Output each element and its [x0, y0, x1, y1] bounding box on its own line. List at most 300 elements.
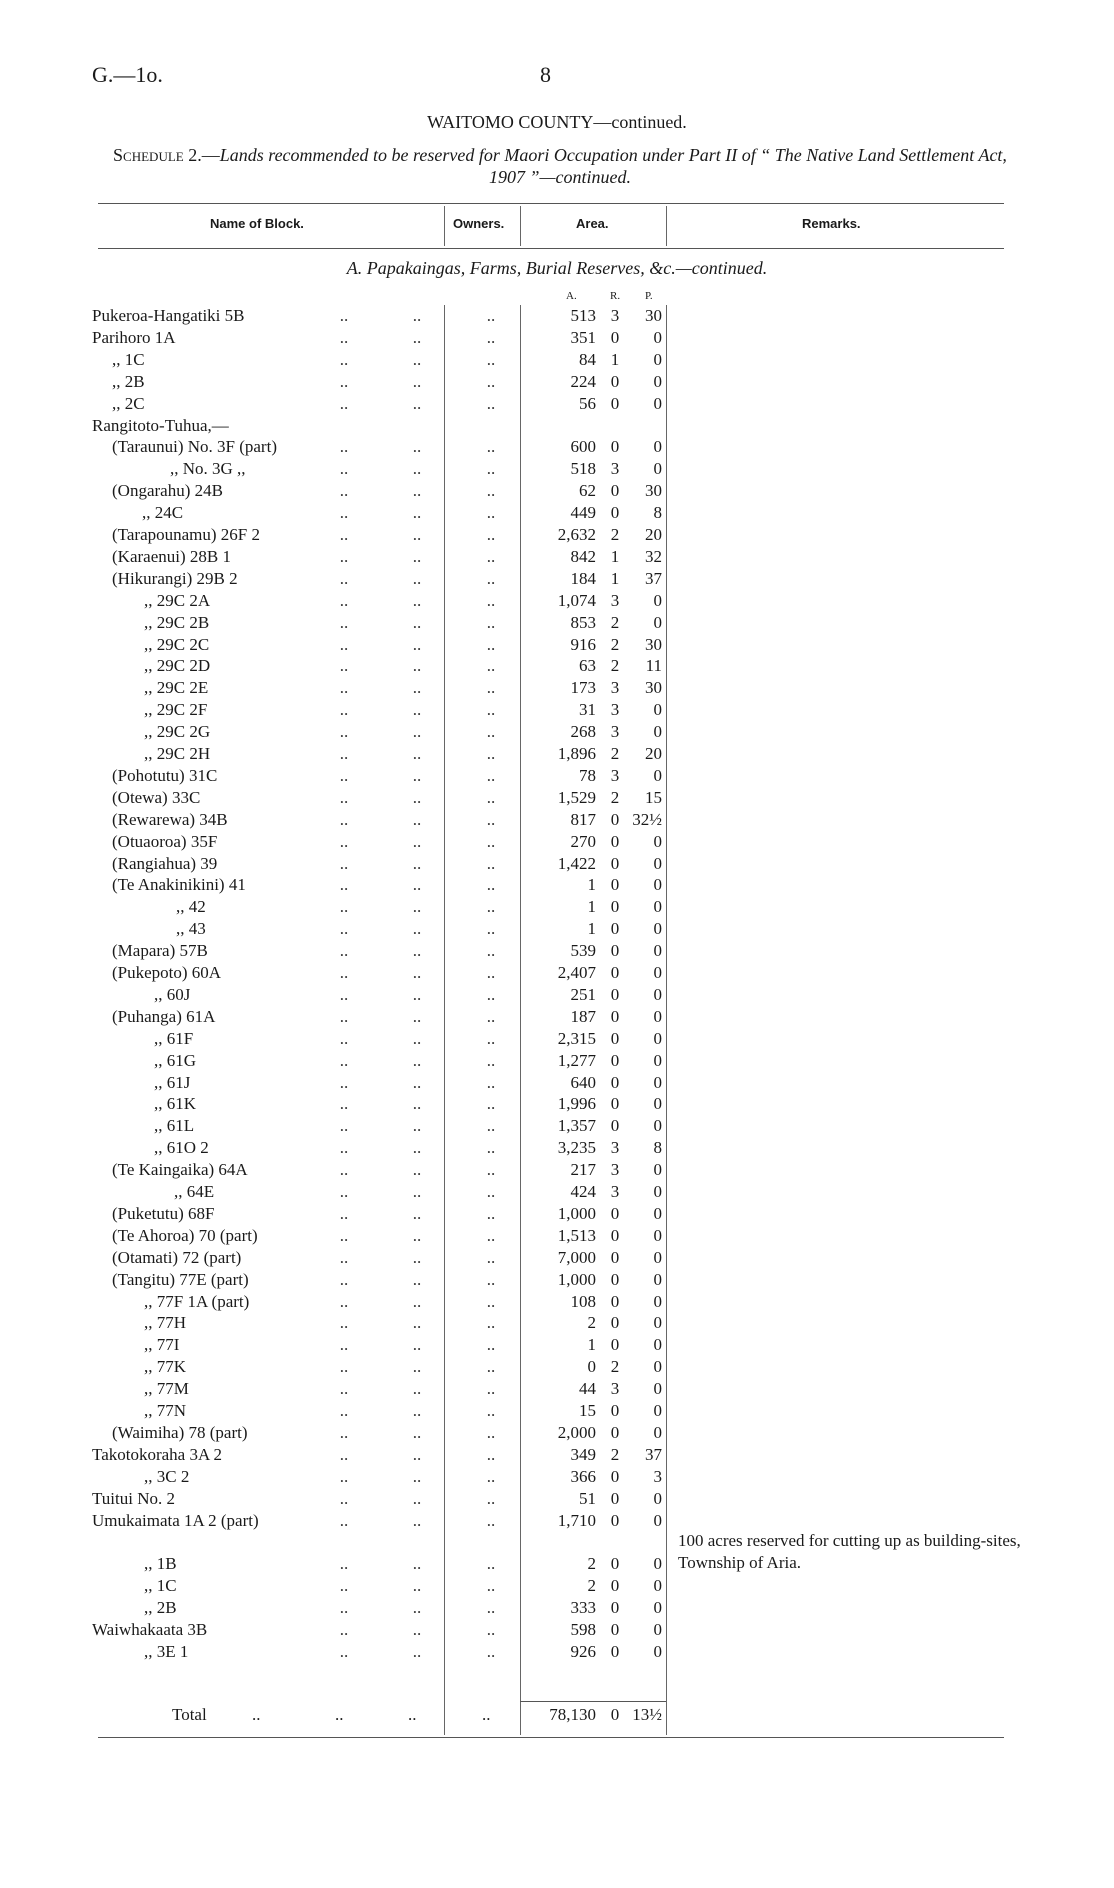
- table-row: [0, 546, 1114, 568]
- leader-dots: ..: [486, 1050, 496, 1070]
- area-perches: 0: [653, 1072, 662, 1092]
- block-name: ,, 29C 2H: [144, 744, 211, 763]
- area-perches: 0: [653, 1291, 662, 1311]
- leader-dots: ..: [412, 809, 422, 829]
- area-perches: 0: [653, 349, 662, 369]
- leader-dots: ..: [486, 437, 496, 457]
- leader-dots: ..: [339, 1028, 349, 1048]
- area-acres: 333: [570, 1598, 596, 1618]
- leader-dots: ..: [412, 1488, 422, 1508]
- leader-dots: ..: [486, 984, 496, 1004]
- area-acres: 44: [579, 1379, 596, 1399]
- leader-dots: ..: [412, 1072, 422, 1092]
- area-acres: 1: [587, 897, 596, 917]
- block-name: (Otewa) 33C: [112, 787, 201, 807]
- area-acres: 366: [570, 1466, 596, 1486]
- total-label: Total: [172, 1705, 207, 1724]
- area-acres: 1,074: [557, 590, 596, 610]
- leader-dots: ..: [339, 568, 349, 588]
- col-rule-remarks-left: [666, 206, 667, 246]
- leader-dots: ..: [486, 1422, 496, 1442]
- leader-dots: ..: [486, 612, 496, 632]
- leader-dots: ..: [412, 1050, 422, 1070]
- leader-dots: ..: [486, 306, 496, 325]
- leader-dots: ..: [339, 1379, 349, 1399]
- leader-dots: ..: [412, 1620, 422, 1639]
- area-roods: 1: [610, 546, 620, 566]
- leader-dots: ..: [486, 831, 496, 851]
- area-perches: 0: [653, 393, 662, 413]
- leader-dots: ..: [486, 787, 496, 807]
- leader-dots: ..: [486, 1510, 496, 1530]
- leader-dots: ..: [339, 1160, 349, 1180]
- area-roods: 0: [610, 1620, 620, 1639]
- leader-dots: ..: [486, 1225, 496, 1245]
- area-perches: 30: [645, 481, 662, 501]
- block-name: ,, 77I: [144, 1335, 180, 1355]
- leader-dots: ..: [339, 1225, 349, 1245]
- block-name: ,, 1C: [112, 349, 145, 369]
- area-perches: 15: [645, 787, 662, 807]
- table-row: [0, 1312, 1114, 1334]
- block-name: ,, 29C 2C: [144, 634, 210, 654]
- table-row: [0, 1181, 1114, 1203]
- leader-dots: ..: [339, 941, 349, 961]
- area-perches: 0: [653, 1422, 662, 1442]
- table-row: [0, 1203, 1114, 1225]
- block-name: ,, 29C 2E: [144, 678, 209, 698]
- area-perches: 0: [653, 1357, 662, 1377]
- area-roods: 0: [610, 853, 620, 873]
- block-name: ,, 61O 2: [154, 1138, 209, 1158]
- leader-dots: ..: [486, 1094, 496, 1114]
- area-acres: 187: [570, 1006, 596, 1026]
- area-perches: 0: [653, 1379, 662, 1399]
- leader-dots: ..: [339, 1598, 349, 1618]
- area-acres: 600: [570, 437, 596, 457]
- area-acres: 268: [570, 722, 596, 742]
- area-acres: 1,277: [557, 1050, 596, 1070]
- area-roods: 0: [610, 1247, 620, 1267]
- block-name: ,, 61L: [154, 1116, 195, 1136]
- block-name: (Tarapounamu) 26F 2: [112, 525, 260, 544]
- table-row: [0, 721, 1114, 743]
- table-bottom-rule: [98, 1737, 1004, 1738]
- area-perches: 0: [653, 371, 662, 391]
- area-perches: 30: [645, 678, 662, 698]
- leader-dots: ..: [412, 1379, 422, 1399]
- table-row: [0, 393, 1114, 415]
- block-name: (Mapara) 57B: [112, 941, 208, 961]
- area-roods: 3: [610, 1182, 620, 1201]
- remarks-note: 100 acres reserved for cutting up as building-sites, Township of Aria.: [678, 1531, 1021, 1572]
- table-row: [0, 962, 1114, 984]
- table-row: [0, 415, 1114, 437]
- leader-dots: ..: [486, 1072, 496, 1092]
- table-row: [0, 1159, 1114, 1181]
- area-roods: 2: [610, 1357, 620, 1377]
- leader-dots: ..: [486, 1488, 496, 1508]
- leader-dots: ..: [412, 503, 422, 523]
- block-name: (Karaenui) 28B 1: [112, 546, 231, 566]
- area-roods: 3: [610, 1138, 620, 1158]
- leader-dots: ..: [339, 1006, 349, 1026]
- leader-dots: ..: [486, 1138, 496, 1158]
- area-perches: 0: [653, 1050, 662, 1070]
- area-acres: 513: [570, 306, 596, 325]
- leader-dots: ..: [412, 1028, 422, 1048]
- area-roods: 3: [610, 590, 620, 610]
- leader-dots: ..: [412, 1313, 422, 1333]
- leader-dots: ..: [412, 1006, 422, 1026]
- leader-dots: ..: [412, 1510, 422, 1530]
- total-perches: 13½: [632, 1705, 662, 1724]
- area-perches: 32: [645, 546, 662, 566]
- area-roods: 0: [610, 1641, 620, 1661]
- leader-dots: ..: [486, 722, 496, 742]
- area-roods: 0: [610, 481, 620, 501]
- total-dots-3: ..: [408, 1705, 417, 1724]
- leader-dots: ..: [339, 525, 349, 544]
- unit-roods: R.: [610, 290, 621, 302]
- block-name: (Te Kaingaika) 64A: [112, 1160, 248, 1180]
- leader-dots: ..: [412, 1138, 422, 1158]
- area-acres: 1: [587, 875, 596, 895]
- area-roods: 0: [610, 371, 620, 391]
- table-row: [0, 1444, 1114, 1466]
- area-perches: 0: [653, 722, 662, 742]
- area-perches: 0: [653, 1335, 662, 1355]
- area-acres: 2: [587, 1576, 596, 1596]
- area-acres: 424: [570, 1182, 596, 1201]
- block-name: (Tangitu) 77E (part): [112, 1269, 249, 1289]
- table-row: [0, 1072, 1114, 1094]
- area-roods: 0: [610, 1050, 620, 1070]
- area-roods: 0: [610, 1269, 620, 1289]
- table-row: [0, 896, 1114, 918]
- table-row: [0, 1641, 1114, 1663]
- block-name: ,, 60J: [154, 984, 191, 1004]
- block-name: ,, 2C: [112, 393, 145, 413]
- table-row: [0, 1334, 1114, 1356]
- leader-dots: ..: [412, 1094, 422, 1114]
- area-perches: 8: [653, 503, 662, 523]
- leader-dots: ..: [412, 700, 422, 720]
- area-acres: 1,000: [557, 1203, 596, 1223]
- schedule-title: Lands recommended to be reserved for Maori Occupation under Part II of “ The Native Land Settlement Act, 1907 ”—continued.: [219, 145, 1007, 187]
- table-row: [0, 1510, 1114, 1532]
- col-rule-owners-left: [444, 206, 445, 246]
- leader-dots: ..: [339, 1576, 349, 1596]
- table-row: [0, 809, 1114, 831]
- block-name: Tuitui No. 2: [92, 1488, 175, 1508]
- block-name: ,, 77H: [144, 1313, 187, 1333]
- block-name: Waiwhakaata 3B: [92, 1620, 208, 1639]
- area-perches: 0: [653, 1182, 662, 1201]
- area-perches: 30: [645, 306, 662, 325]
- block-name: ,, 61F: [154, 1028, 194, 1048]
- leader-dots: ..: [339, 984, 349, 1004]
- leader-dots: ..: [339, 1247, 349, 1267]
- area-perches: 0: [653, 1028, 662, 1048]
- table-row: [0, 458, 1114, 480]
- area-perches: 0: [653, 831, 662, 851]
- leader-dots: ..: [339, 634, 349, 654]
- leader-dots: ..: [339, 459, 349, 479]
- schedule-heading: [110, 144, 1010, 188]
- leader-dots: ..: [486, 941, 496, 961]
- leader-dots: ..: [412, 787, 422, 807]
- leader-dots: ..: [339, 1357, 349, 1377]
- leader-dots: ..: [412, 1576, 422, 1596]
- area-acres: 84: [579, 349, 596, 369]
- leader-dots: ..: [412, 1247, 422, 1267]
- area-roods: 1: [610, 349, 620, 369]
- block-name: ,, 29C 2G: [144, 722, 211, 742]
- table-row: [0, 699, 1114, 721]
- leader-dots: ..: [412, 371, 422, 391]
- area-perches: 0: [653, 1641, 662, 1661]
- leader-dots: ..: [339, 1641, 349, 1661]
- area-perches: 0: [653, 875, 662, 895]
- leader-dots: ..: [486, 963, 496, 982]
- leader-dots: ..: [412, 1466, 422, 1486]
- area-roods: 0: [610, 984, 620, 1004]
- area-acres: 518: [570, 459, 596, 479]
- table-row: [0, 634, 1114, 656]
- area-acres: 539: [570, 941, 596, 961]
- table-row: [0, 677, 1114, 699]
- block-name: ,, 61J: [154, 1072, 191, 1092]
- leader-dots: ..: [339, 1335, 349, 1355]
- area-acres: 51: [579, 1488, 596, 1508]
- block-name: ,, 64E: [174, 1182, 215, 1201]
- area-acres: 1,000: [557, 1269, 596, 1289]
- leader-dots: ..: [339, 437, 349, 457]
- area-acres: 2: [587, 1313, 596, 1333]
- area-roods: 0: [610, 1313, 620, 1333]
- block-name: ,, 2B: [112, 371, 145, 391]
- table-top-rule: [98, 203, 1004, 204]
- block-name: (Ongarahu) 24B: [112, 481, 223, 501]
- leader-dots: ..: [412, 1160, 422, 1180]
- table-row: [0, 568, 1114, 590]
- block-name: ,, 29C 2D: [144, 656, 211, 676]
- leader-dots: ..: [486, 1335, 496, 1355]
- leader-dots: ..: [486, 1247, 496, 1267]
- area-roods: 0: [610, 919, 620, 939]
- area-roods: 0: [610, 831, 620, 851]
- table-row: [0, 436, 1114, 458]
- leader-dots: ..: [486, 1291, 496, 1311]
- leader-dots: ..: [486, 1116, 496, 1136]
- area-roods: 0: [610, 393, 620, 413]
- area-acres: 2: [587, 1554, 596, 1574]
- leader-dots: ..: [486, 327, 496, 347]
- leader-dots: ..: [486, 1160, 496, 1180]
- block-name: ,, 2B: [144, 1598, 177, 1618]
- table-row: [0, 918, 1114, 940]
- leader-dots: ..: [339, 1466, 349, 1486]
- leader-dots: ..: [486, 634, 496, 654]
- block-name: Takotokoraha 3A 2: [92, 1444, 223, 1464]
- area-roods: 0: [610, 1488, 620, 1508]
- leader-dots: ..: [412, 1203, 422, 1223]
- table-row: [0, 1466, 1114, 1488]
- area-perches: 0: [653, 941, 662, 961]
- leader-dots: ..: [486, 1028, 496, 1048]
- leader-dots: ..: [412, 941, 422, 961]
- leader-dots: ..: [486, 1182, 496, 1201]
- area-perches: 0: [653, 1160, 662, 1180]
- leader-dots: ..: [486, 546, 496, 566]
- area-roods: 0: [610, 1291, 620, 1311]
- area-perches: 0: [653, 1203, 662, 1223]
- leader-dots: ..: [486, 349, 496, 369]
- page-ref: G.—1o.: [92, 62, 163, 87]
- area-acres: 842: [570, 546, 596, 566]
- leader-dots: ..: [486, 1006, 496, 1026]
- leader-dots: ..: [339, 853, 349, 873]
- leader-dots: ..: [412, 1182, 422, 1201]
- leader-dots: ..: [339, 1203, 349, 1223]
- table-row: [0, 1028, 1114, 1050]
- area-acres: 62: [579, 481, 596, 501]
- block-name: Parihoro 1A: [92, 327, 176, 347]
- area-roods: 0: [610, 1006, 620, 1026]
- table-row: [0, 787, 1114, 809]
- area-acres: 1,529: [557, 787, 596, 807]
- area-acres: 916: [570, 634, 596, 654]
- leader-dots: ..: [339, 481, 349, 501]
- area-roods: 0: [610, 1466, 620, 1486]
- table-row: [0, 984, 1114, 1006]
- area-acres: 56: [579, 393, 596, 413]
- block-name: ,, 77N: [144, 1401, 187, 1420]
- area-roods: 0: [610, 1028, 620, 1048]
- leader-dots: ..: [339, 1072, 349, 1092]
- leader-dots: ..: [486, 503, 496, 523]
- area-roods: 3: [610, 700, 620, 720]
- area-acres: 0: [587, 1357, 596, 1377]
- table-row: [0, 765, 1114, 787]
- leader-dots: ..: [412, 1335, 422, 1355]
- leader-dots: ..: [412, 875, 422, 895]
- leader-dots: ..: [339, 1313, 349, 1333]
- leader-dots: ..: [339, 1422, 349, 1442]
- leader-dots: ..: [412, 1444, 422, 1464]
- area-acres: 640: [570, 1072, 596, 1092]
- section-title: A. Papakaingas, Farms, Burial Reserves, &c.—continued.: [346, 258, 768, 278]
- area-roods: 0: [610, 963, 620, 982]
- col-head-name: Name of Block.: [210, 216, 304, 231]
- leader-dots: ..: [412, 459, 422, 479]
- area-perches: 0: [653, 1488, 662, 1508]
- block-name: ,, 29C 2B: [144, 612, 210, 632]
- block-name: ,, 77M: [144, 1379, 189, 1399]
- leader-dots: ..: [486, 371, 496, 391]
- block-name: ,, 1C: [144, 1576, 177, 1596]
- table-row: [0, 1575, 1114, 1597]
- block-name: (Te Ahoroa) 70 (part): [112, 1225, 258, 1245]
- leader-dots: ..: [486, 678, 496, 698]
- area-roods: 0: [610, 503, 620, 523]
- block-name: (Pohotutu) 31C: [112, 765, 218, 785]
- leader-dots: ..: [412, 306, 422, 325]
- col-rule-area-left: [520, 206, 521, 246]
- area-acres: 1,896: [557, 744, 596, 763]
- leader-dots: ..: [412, 744, 422, 763]
- leader-dots: ..: [339, 700, 349, 720]
- leader-dots: ..: [412, 546, 422, 566]
- leader-dots: ..: [412, 1116, 422, 1136]
- block-name: (Rewarewa) 34B: [112, 809, 228, 829]
- leader-dots: ..: [339, 1488, 349, 1508]
- leader-dots: ..: [412, 327, 422, 347]
- leader-dots: ..: [412, 349, 422, 369]
- leader-dots: ..: [412, 1269, 422, 1289]
- page-number: 8: [540, 62, 551, 87]
- leader-dots: ..: [339, 1182, 349, 1201]
- leader-dots: ..: [412, 1357, 422, 1377]
- leader-dots: ..: [486, 700, 496, 720]
- schedule-prefix: Schedule 2.—: [113, 145, 220, 165]
- area-acres: 1,357: [557, 1116, 596, 1136]
- area-roods: 1: [610, 568, 620, 588]
- leader-dots: ..: [486, 1269, 496, 1289]
- area-perches: 0: [653, 765, 662, 785]
- area-roods: 2: [610, 1444, 620, 1464]
- area-acres: 1,710: [557, 1510, 596, 1530]
- table-row: [0, 1356, 1114, 1378]
- area-perches: 0: [653, 1225, 662, 1245]
- area-perches: 0: [653, 1576, 662, 1596]
- leader-dots: ..: [412, 678, 422, 698]
- table-row: [0, 1378, 1114, 1400]
- block-name: ,, 1B: [144, 1554, 177, 1574]
- area-acres: 108: [570, 1291, 596, 1311]
- area-perches: 0: [653, 327, 662, 347]
- table-row: [0, 305, 1114, 327]
- table-row: [0, 1488, 1114, 1510]
- leader-dots: ..: [339, 765, 349, 785]
- area-perches: 0: [653, 897, 662, 917]
- leader-dots: ..: [412, 656, 422, 676]
- area-acres: 2,000: [557, 1422, 596, 1442]
- table-row: [0, 349, 1114, 371]
- leader-dots: ..: [486, 744, 496, 763]
- area-acres: 15: [579, 1401, 596, 1420]
- unit-acres: A.: [566, 290, 577, 302]
- area-roods: 0: [610, 1422, 620, 1442]
- table-row: [0, 1093, 1114, 1115]
- table-row: [0, 1269, 1114, 1291]
- leader-dots: ..: [339, 1138, 349, 1158]
- area-perches: 3: [653, 1466, 662, 1486]
- leader-dots: ..: [486, 656, 496, 676]
- area-acres: 817: [570, 809, 596, 829]
- leader-dots: ..: [412, 1598, 422, 1618]
- leader-dots: ..: [339, 963, 349, 982]
- leader-dots: ..: [339, 1620, 349, 1639]
- area-roods: 0: [610, 875, 620, 895]
- area-acres: 173: [570, 678, 596, 698]
- leader-dots: ..: [339, 1291, 349, 1311]
- table-row: [0, 590, 1114, 612]
- leader-dots: ..: [412, 831, 422, 851]
- leader-dots: ..: [339, 744, 349, 763]
- leader-dots: ..: [486, 525, 496, 544]
